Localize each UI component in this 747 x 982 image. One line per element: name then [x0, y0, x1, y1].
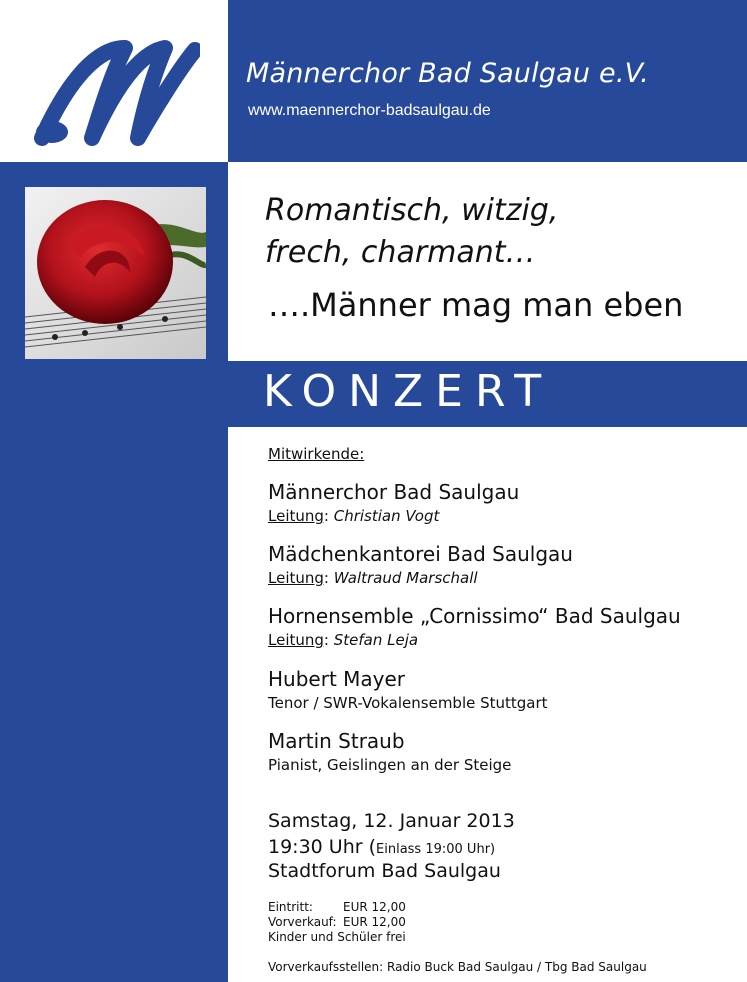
price-kids: Kinder und Schüler frei [268, 930, 406, 944]
leitung-label: Leitung [268, 569, 324, 587]
event-entry-note: Einlass 19:00 Uhr) [376, 842, 496, 857]
price-presale-value: EUR 12,00 [343, 915, 406, 929]
konzert-title: KONZERT [263, 366, 554, 417]
performer-leader-line: Leitung: Stefan Leja [268, 631, 419, 649]
leitung-label: Leitung [268, 631, 324, 649]
performer-desc: Pianist, Geislingen an der Steige [268, 756, 512, 774]
presale-points: Vorverkaufsstellen: Radio Buck Bad Saulgau / Tbg Bad Saulgau [268, 960, 647, 974]
performer-name: Männerchor Bad Saulgau [268, 480, 520, 504]
rose-photo [25, 187, 206, 359]
event-venue: Stadtforum Bad Saulgau [268, 860, 501, 882]
org-url[interactable]: www.maennerchor-badsaulgau.de [248, 102, 491, 119]
org-name: Männerchor Bad Saulgau e.V. [246, 58, 649, 89]
performer-desc: Tenor / SWR-Vokalensemble Stuttgart [268, 694, 548, 712]
performer-leader-line: Leitung: Waltraud Marschall [268, 569, 478, 587]
event-date: Samstag, 12. Januar 2013 [268, 810, 515, 832]
performers-heading: Mitwirkende: [268, 445, 365, 463]
performer-name: Hornensemble „Cornissimo“ Bad Saulgau [268, 604, 681, 628]
performer-leader: Stefan Leja [333, 631, 419, 649]
price-presale-label: Vorverkauf: [268, 915, 337, 929]
leitung-label: Leitung [268, 507, 324, 525]
price-entry-value: EUR 12,00 [343, 900, 406, 914]
performer-leader: Waltraud Marschall [333, 569, 478, 587]
event-time-line [268, 836, 495, 858]
performer-name: Hubert Mayer [268, 667, 406, 691]
logo-m-icon [30, 28, 200, 148]
performer-name: Mädchenkantorei Bad Saulgau [268, 542, 573, 566]
performer-leader-line: Leitung: Christian Vogt [268, 507, 440, 525]
tagline-line-2: frech, charmant… [265, 235, 536, 270]
logo [0, 0, 228, 162]
performer-leader: Christian Vogt [333, 507, 440, 525]
tagline-line-3: ….Männer mag man eben [268, 286, 684, 324]
price-entry-label: Eintritt: [268, 900, 313, 914]
tagline-line-1: Romantisch, witzig, [265, 193, 559, 228]
event-time: 19:30 Uhr ( [268, 836, 377, 858]
performer-name: Martin Straub [268, 729, 405, 753]
